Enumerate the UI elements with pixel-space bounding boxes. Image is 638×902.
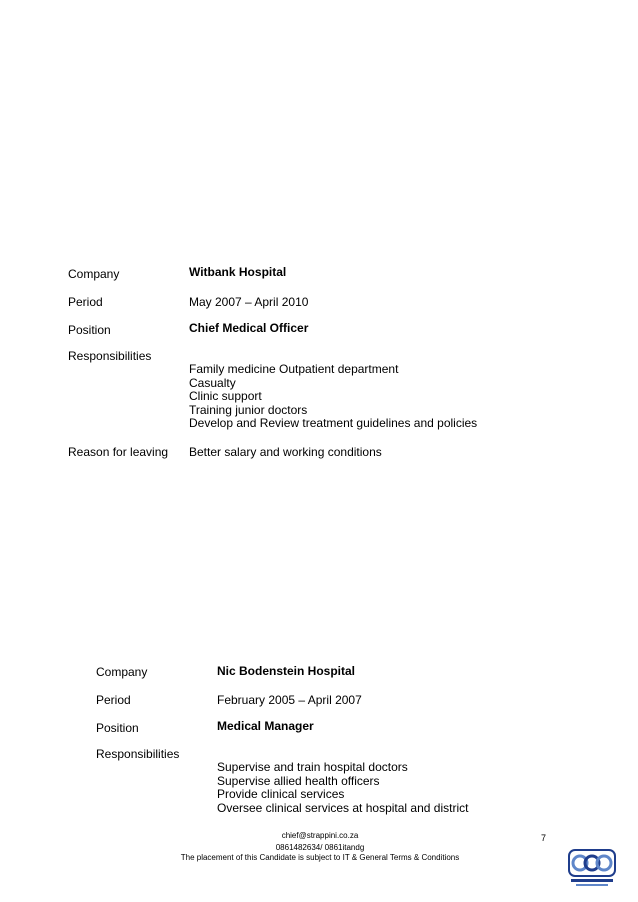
footer-terms: The placement of this Candidate is subject to IT & General Terms & Conditions <box>180 853 460 862</box>
period-label: Period <box>96 693 131 707</box>
responsibilities-list <box>217 761 468 815</box>
position-value: Chief Medical Officer <box>189 321 309 335</box>
period-value: May 2007 – April 2010 <box>189 295 309 309</box>
company-logo <box>568 848 616 890</box>
position-label: Position <box>68 323 111 337</box>
list-item: Supervise and train hospital doctors <box>217 760 408 774</box>
list-item: Develop and Review treatment guidelines and policies <box>189 416 478 430</box>
list-item: Family medicine Outpatient department <box>189 362 399 376</box>
company-value: Witbank Hospital <box>189 265 287 279</box>
period-value: February 2005 – April 2007 <box>217 693 362 707</box>
page-number: 7 <box>541 833 547 843</box>
reason-value: Better salary and working conditions <box>189 445 382 459</box>
company-label: Company <box>68 267 120 281</box>
period-label: Period <box>68 295 103 309</box>
position-value: Medical Manager <box>217 719 314 733</box>
list-item: Casualty <box>189 375 236 390</box>
list-item: Training junior doctors <box>189 402 308 417</box>
responsibilities-list <box>189 363 477 431</box>
responsibilities-label: Responsibilities <box>68 349 152 363</box>
company-label: Company <box>96 665 148 679</box>
reason-label: Reason for leaving <box>68 445 169 459</box>
footer-phone: 0861482634/ 0861itandg <box>275 843 365 852</box>
footer-email: chief@strappini.co.za <box>281 831 359 840</box>
list-item: Clinic support <box>189 389 262 403</box>
responsibilities-label: Responsibilities <box>96 747 180 761</box>
list-item: Oversee clinical services at hospital and district <box>217 800 469 815</box>
list-item: Supervise allied health officers <box>217 773 380 788</box>
company-value: Nic Bodenstein Hospital <box>217 664 356 678</box>
position-label: Position <box>96 721 139 735</box>
list-item: Provide clinical services <box>217 787 345 801</box>
